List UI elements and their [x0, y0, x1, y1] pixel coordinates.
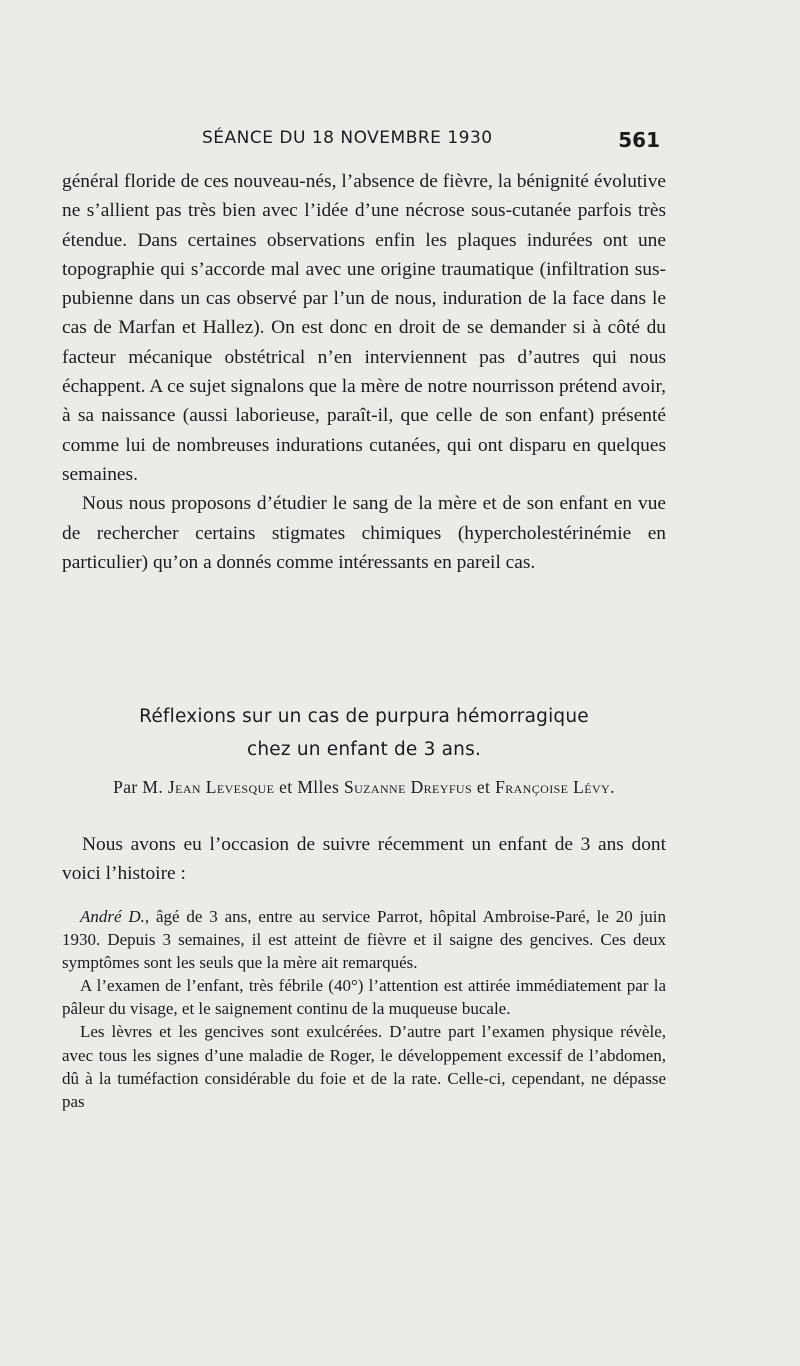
authors-prefix: Par M. [113, 777, 164, 797]
author-name: Françoise Lévy. [495, 777, 615, 797]
author-name: Suzanne Dreyfus [343, 777, 473, 797]
section-title [62, 700, 666, 766]
case-paragraph-text: , âgé de 3 ans, entre au service Parrot, hôpital Ambroise-Paré, le 20 juin 1930. Depuis 3 semaines, il est atteint de fièvre et il saigne des gencives. Ces deux symptômes sont les seuls que la mère ait remarqués. [62, 907, 667, 973]
page-number: 561 [618, 128, 660, 152]
authors-connector: et [476, 777, 491, 797]
authors-line [62, 777, 666, 798]
authors-connector: et Mlles [279, 777, 340, 797]
body-paragraph: Nous nous proposons d’étudier le sang de la mère et de son enfant en vue de rechercher certains stigmates chimiques (hypercholestérinémie en particulier) qu’on a donnés comme intéressants en pareil cas. [62, 493, 666, 573]
page-header [62, 124, 660, 156]
patient-name: André D. [80, 907, 145, 926]
case-paragraph: A l’examen de l’enfant, très fébrile (40°) l’attention est attirée immédiatement par la pâleur du visage, et le saignement continu de la muqueuse bucale. [62, 976, 666, 1019]
intro-text [62, 830, 666, 888]
section-title-line: chez un enfant de 3 ans. [246, 739, 482, 760]
body-text [62, 167, 666, 577]
running-title: SÉANCE DU 18 NOVEMBRE 1930 [202, 128, 493, 148]
intro-paragraph: Nous avons eu l’occasion de suivre récemment un enfant de 3 ans dont voici l’histoire : [62, 834, 666, 884]
body-paragraph: général floride de ces nouveau-nés, l’absence de fièvre, la bénignité évolutive ne s’allient pas très bien avec l’idée d’une nécrose sous-cutanée parfois très étendue. Dans certaines observations enfin les plaques indurées ont une topographie qui s’accorde mal avec une origine traumatique (infiltration sus-pubienne dans un cas observé par l’un de nous, induration de la face dans le cas de Marfan et Hallez). On est donc en droit de se demander si à côté du facteur mécanique obstétrical n’en interviennent pas d’autres qui nous échappent. A ce sujet signalons que la mère de notre nourrisson prétend avoir, à sa naissance (aussi laborieuse, paraît-il, que celle de son enfant) présenté comme lui de nombreuses indurations cutanées, qui ont disparu en quelques semaines. [62, 171, 666, 485]
section-title-line: Réflexions sur un cas de purpura hémorragique [139, 706, 589, 727]
case-report [62, 905, 666, 1113]
case-paragraph: Les lèvres et les gencives sont exulcérées. D’autre part l’examen physique révèle, avec tous les signes d’une maladie de Roger, le développement excessif de l’abdomen, dû à la tuméfaction considérable du foie et de la rate. Celle-ci, cependant, ne dépasse pas [62, 1022, 666, 1111]
case-paragraph [62, 905, 666, 974]
author-name: Jean Levesque [167, 777, 275, 797]
